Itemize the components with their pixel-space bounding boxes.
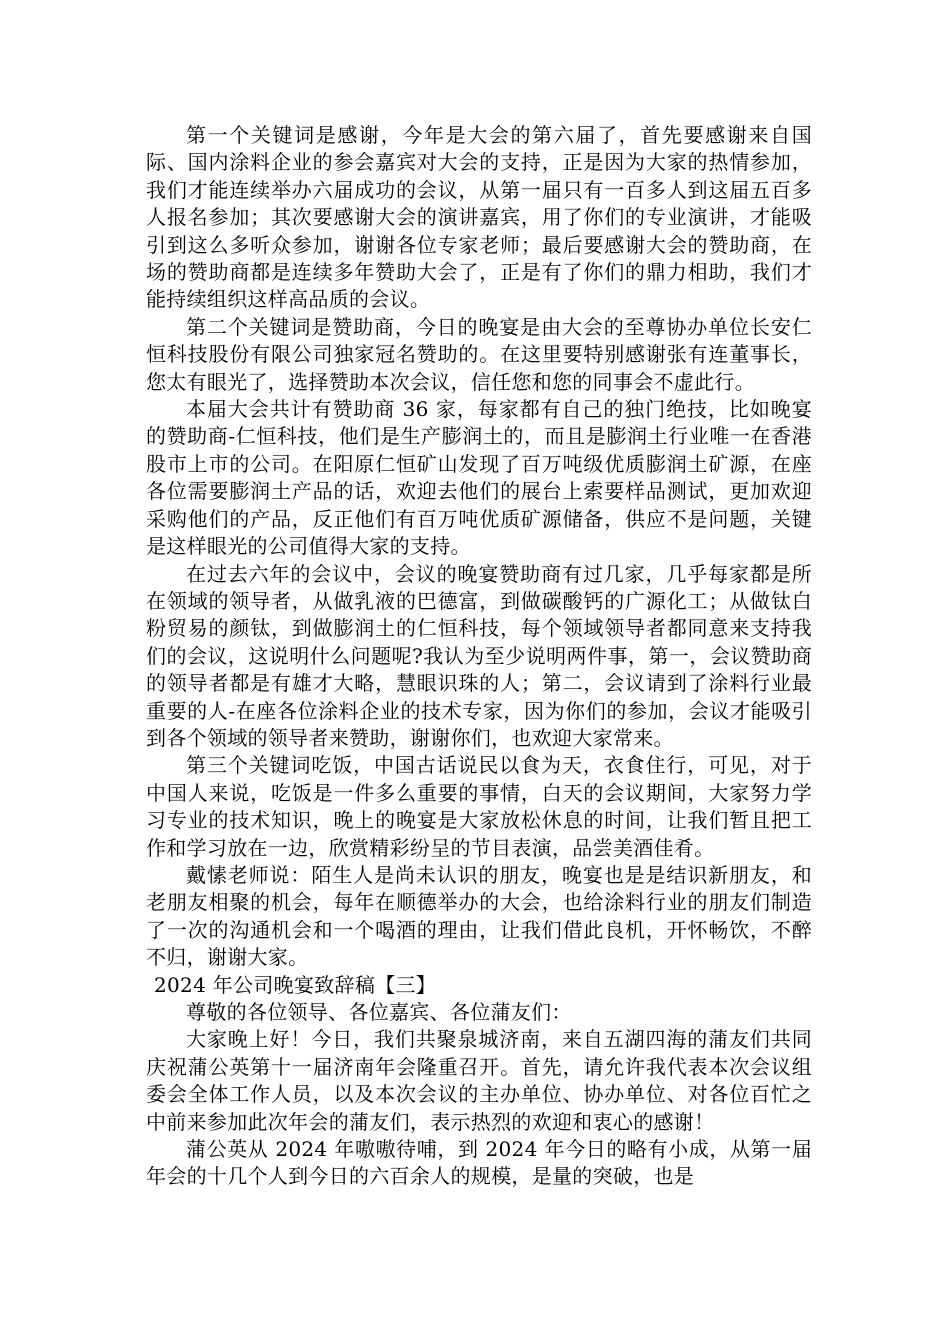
document-page [146, 122, 812, 1191]
paragraph-thanks: 第一个关键词是感谢，今年是大会的第六届了，首先要感谢来自国际、国内涂料企业的参会嘉宾对大会的支持，正是因为大家的热情参加，我们才能连续举办六届成功的会议，从第一届只有一百多人到这届五百多人报名参加；其次要感谢大会的演讲嘉宾，用了你们的专业演讲，才能吸引到这么多听众参加，谢谢各位专家老师；最后要感谢大会的赞助商，在场的赞助商都是连续多年赞助大会了，正是有了你们的鼎力相助，我们才能持续组织这样高品质的会议。 [146, 123, 812, 312]
paragraph-sponsor: 第二个关键词是赞助商，今日的晚宴是由大会的至尊协办单位长安仁恒科技股份有限公司独家冠名赞助的。在这里要特别感谢张有连董事长，您太有眼光了，选择赞助本次会议，信任您和您的同事会不虚此行。 [146, 314, 812, 394]
paragraph-dinner: 第三个关键词吃饭，中国古话说民以食为天，衣食住行，可见，对于中国人来说，吃饭是一件多么重要的事情，白天的会议期间，大家努力学习专业的技术知识，晚上的晚宴是大家放松休息的时间，让我们暂且把工作和学习放在一边，欣赏精彩纷呈的节目表演，品尝美酒佳肴。 [146, 753, 812, 860]
paragraph-greeting: 大家晚上好！今日，我们共聚泉城济南，来自五湖四海的蒲友们共同庆祝蒲公英第十一届济南年会隆重召开。首先，请允许我代表本次会议组委会全体工作人员，以及本次会议的主办单位、协办单位、对各位百忙之中前来参加此次年会的蒲友们，表示热烈的欢迎和衷心的感谢！ [146, 1027, 812, 1134]
paragraph-sponsor-count: 本届大会共计有赞助商 36 家，每家都有自己的独门绝技，比如晚宴的赞助商-仁恒科技，他们是生产膨润土的，而且是膨润土行业唯一在香港股市上市的公司。在阳原仁恒矿山发现了百万吨级优质膨润土矿源，在座各位需要膨润土产品的话，欢迎去他们的展台上索要样品测试，更加欢迎采购他们的产品，反正他们有百万吨优质矿源储备，供应不是问题，关键是这样眼光的公司值得大家的支持。 [146, 397, 812, 559]
paragraph-salutation: 尊敬的各位领导、各位嘉宾、各位蒲友们： [186, 1000, 572, 1024]
paragraph-closing: 戴愫老师说：陌生人是尚未认识的朋友，晚宴也是是结识新朋友，和老朋友相聚的机会，每年在顺德举办的大会，也给涂料行业的朋友们制造了一次的沟通机会和一个喝酒的理由，让我们借此良机，开怀畅饮，不醉不归，谢谢大家。 [146, 862, 812, 970]
paragraph-history: 蒲公英从 2024 年嗷嗷待哺，到 2024 年今日的略有小成，从第一届年会的十几个人到今日的六百余人的规模，是量的突破，也是 [146, 1137, 812, 1189]
section-heading: 2024 年公司晚宴致辞稿【三】 [154, 972, 437, 997]
paragraph-past-sponsors: 在过去六年的会议中，会议的晚宴赞助商有过几家，几乎每家都是所在领域的领导者，从做乳液的巴德富，到做碳酸钙的广源化工；从做钛白粉贸易的颜钛，到做膨润土的仁恒科技，每个领域领导者都同意来支持我们的会议，这说明什么问题呢?我认为至少说明两件事，第一，会议赞助商的领导者都是有雄才大略，慧眼识珠的人；第二，会议请到了涂料行业最重要的人-在座各位涂料企业的技术专家，因为你们的参加，会议才能吸引到各个领域的领导者来赞助，谢谢你们，也欢迎大家常来。 [146, 561, 812, 750]
